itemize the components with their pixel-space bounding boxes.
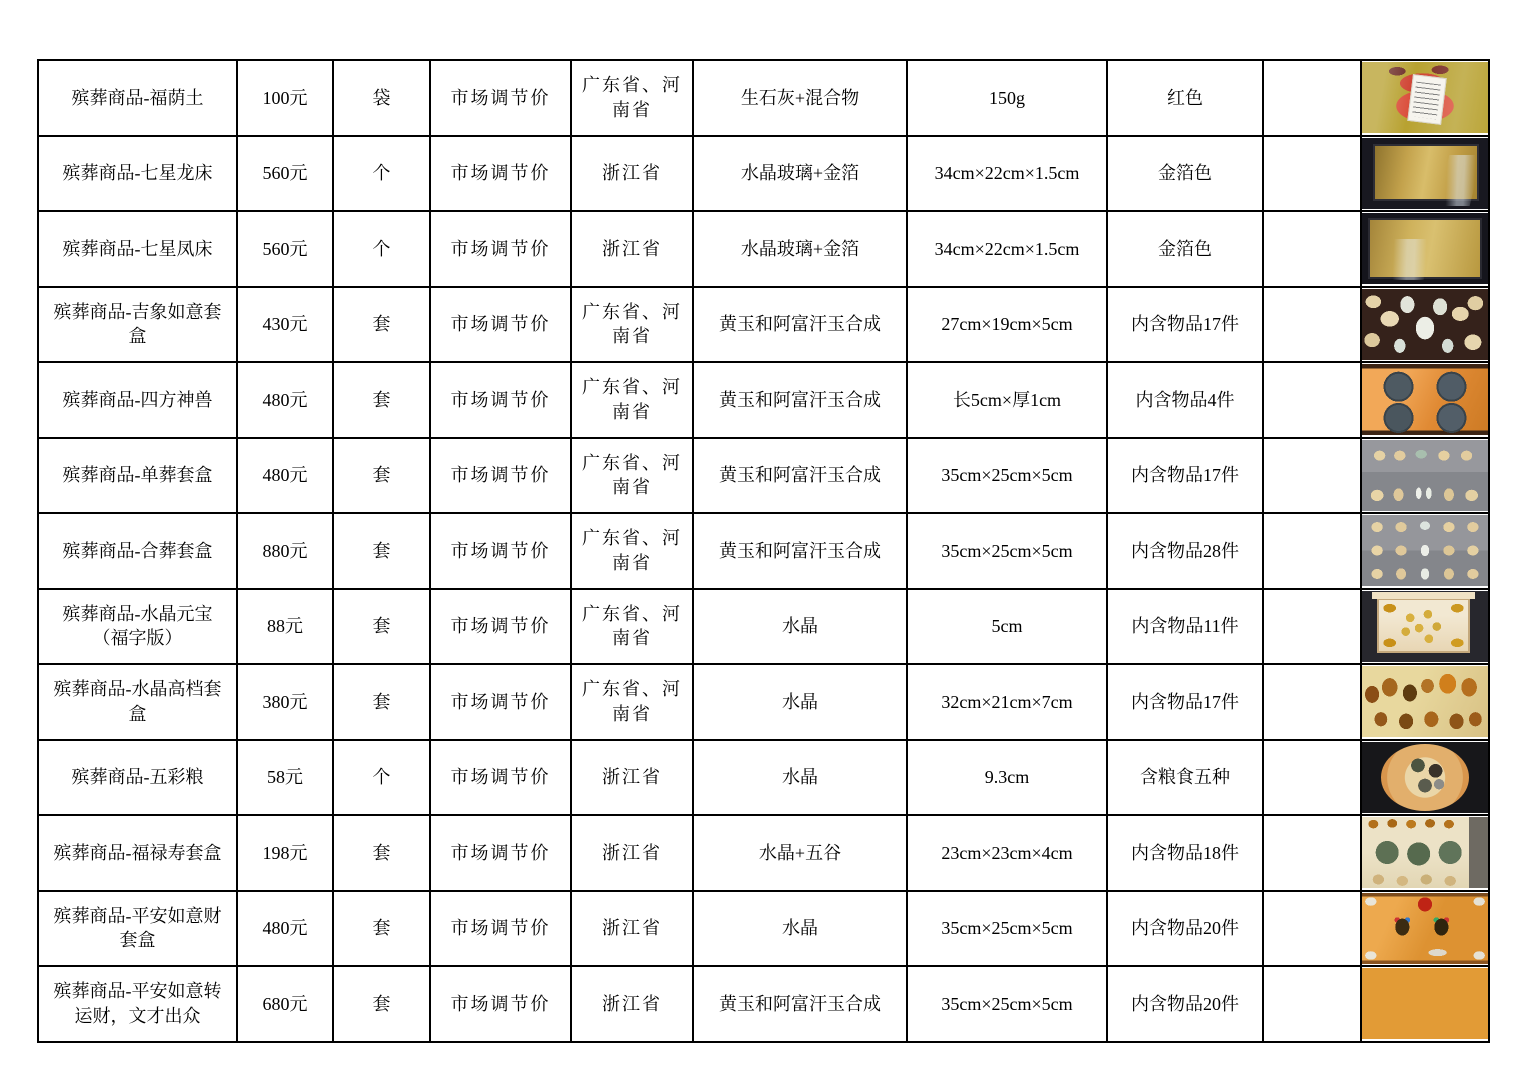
product-pricing-cell: 市场调节价 bbox=[430, 362, 571, 438]
product-pricing-cell: 市场调节价 bbox=[430, 438, 571, 514]
product-price-cell: 88元 bbox=[237, 589, 333, 665]
product-photo-cell bbox=[1361, 966, 1489, 1042]
product-note-cell bbox=[1263, 815, 1361, 891]
table-row bbox=[38, 362, 1489, 438]
product-size-cell: 35cm×25cm×5cm bbox=[907, 966, 1107, 1042]
product-note-cell bbox=[1263, 362, 1361, 438]
product-region-cell: 广东省、河南省 bbox=[571, 438, 693, 514]
product-material-cell: 水晶+五谷 bbox=[693, 815, 907, 891]
product-price-cell: 480元 bbox=[237, 362, 333, 438]
product-price-cell: 58元 bbox=[237, 740, 333, 816]
product-note-cell bbox=[1263, 287, 1361, 363]
product-size-cell: 35cm×25cm×5cm bbox=[907, 438, 1107, 514]
product-unit-cell: 套 bbox=[333, 287, 430, 363]
product-name-cell: 殡葬商品-七星龙床 bbox=[38, 136, 237, 212]
product-name-cell: 殡葬商品-吉象如意套盒 bbox=[38, 287, 237, 363]
product-photo-orange-red-seal bbox=[1362, 893, 1488, 964]
product-unit-cell: 个 bbox=[333, 211, 430, 287]
product-photo-red-pouch bbox=[1362, 62, 1488, 133]
product-feature-cell: 内含物品17件 bbox=[1107, 664, 1263, 740]
product-pricing-cell: 市场调节价 bbox=[430, 966, 571, 1042]
product-material-cell: 水晶 bbox=[693, 740, 907, 816]
product-pricing-cell: 市场调节价 bbox=[430, 589, 571, 665]
product-photo-cell bbox=[1361, 438, 1489, 514]
product-unit-cell: 套 bbox=[333, 664, 430, 740]
product-unit-cell: 袋 bbox=[333, 60, 430, 136]
product-unit-cell: 套 bbox=[333, 362, 430, 438]
product-material-cell: 水晶玻璃+金箔 bbox=[693, 136, 907, 212]
product-name-cell: 殡葬商品-平安如意财套盒 bbox=[38, 891, 237, 967]
product-note-cell bbox=[1263, 513, 1361, 589]
product-size-cell: 9.3cm bbox=[907, 740, 1107, 816]
product-photo-cell bbox=[1361, 60, 1489, 136]
product-region-cell: 浙江省 bbox=[571, 136, 693, 212]
product-pricing-cell: 市场调节价 bbox=[430, 211, 571, 287]
product-pricing-cell: 市场调节价 bbox=[430, 513, 571, 589]
product-feature-cell: 内含物品17件 bbox=[1107, 287, 1263, 363]
product-name-cell: 殡葬商品-水晶高档套盒 bbox=[38, 664, 237, 740]
product-name-cell: 殡葬商品-福荫土 bbox=[38, 60, 237, 136]
product-note-cell bbox=[1263, 664, 1361, 740]
product-material-cell: 黄玉和阿富汗玉合成 bbox=[693, 287, 907, 363]
product-size-cell: 27cm×19cm×5cm bbox=[907, 287, 1107, 363]
product-feature-cell: 内含物品4件 bbox=[1107, 362, 1263, 438]
product-material-cell: 黄玉和阿富汗玉合成 bbox=[693, 513, 907, 589]
product-photo-cell bbox=[1361, 740, 1489, 816]
product-name-cell: 殡葬商品-五彩粮 bbox=[38, 740, 237, 816]
product-material-cell: 水晶 bbox=[693, 589, 907, 665]
product-size-cell: 150g bbox=[907, 60, 1107, 136]
product-feature-cell: 内含物品17件 bbox=[1107, 438, 1263, 514]
product-feature-cell: 内含物品20件 bbox=[1107, 966, 1263, 1042]
product-region-cell: 浙江省 bbox=[571, 966, 693, 1042]
product-note-cell bbox=[1263, 438, 1361, 514]
product-price-cell: 380元 bbox=[237, 664, 333, 740]
table-row bbox=[38, 966, 1489, 1042]
product-price-cell: 560元 bbox=[237, 136, 333, 212]
product-name-cell: 殡葬商品-水晶元宝（福字版） bbox=[38, 589, 237, 665]
product-unit-cell: 套 bbox=[333, 891, 430, 967]
product-size-cell: 23cm×23cm×4cm bbox=[907, 815, 1107, 891]
product-photo-cell bbox=[1361, 211, 1489, 287]
product-size-cell: 长5cm×厚1cm bbox=[907, 362, 1107, 438]
product-region-cell: 广东省、河南省 bbox=[571, 287, 693, 363]
product-photo-cell bbox=[1361, 287, 1489, 363]
product-photo-cell bbox=[1361, 513, 1489, 589]
table-row bbox=[38, 664, 1489, 740]
product-feature-cell: 红色 bbox=[1107, 60, 1263, 136]
product-note-cell bbox=[1263, 60, 1361, 136]
product-photo-gold-dragon bbox=[1362, 138, 1488, 209]
product-note-cell bbox=[1263, 891, 1361, 967]
product-photo-orange-vases bbox=[1362, 968, 1488, 1039]
product-unit-cell: 套 bbox=[333, 966, 430, 1042]
product-name-cell: 殡葬商品-单葬套盒 bbox=[38, 438, 237, 514]
product-unit-cell: 个 bbox=[333, 136, 430, 212]
product-size-cell: 32cm×21cm×7cm bbox=[907, 664, 1107, 740]
table-row bbox=[38, 815, 1489, 891]
product-name-cell: 殡葬商品-平安如意转运财，文才出众 bbox=[38, 966, 237, 1042]
product-pricing-cell: 市场调节价 bbox=[430, 664, 571, 740]
product-region-cell: 广东省、河南省 bbox=[571, 362, 693, 438]
table-row bbox=[38, 513, 1489, 589]
product-pricing-cell: 市场调节价 bbox=[430, 740, 571, 816]
product-material-cell: 黄玉和阿富汗玉合成 bbox=[693, 966, 907, 1042]
product-photo-gold-phoenix bbox=[1362, 213, 1488, 284]
funeral-products-price-table bbox=[37, 59, 1490, 1043]
product-price-cell: 100元 bbox=[237, 60, 333, 136]
table-row bbox=[38, 589, 1489, 665]
product-photo-dark-box-jade bbox=[1362, 289, 1488, 360]
product-photo-gray-tray-17 bbox=[1362, 440, 1488, 511]
product-size-cell: 5cm bbox=[907, 589, 1107, 665]
product-material-cell: 黄玉和阿富汗玉合成 bbox=[693, 438, 907, 514]
product-material-cell: 黄玉和阿富汗玉合成 bbox=[693, 362, 907, 438]
table-row bbox=[38, 136, 1489, 212]
product-note-cell bbox=[1263, 136, 1361, 212]
product-unit-cell: 套 bbox=[333, 513, 430, 589]
table-row bbox=[38, 60, 1489, 136]
product-name-cell: 殡葬商品-合葬套盒 bbox=[38, 513, 237, 589]
product-photo-cell bbox=[1361, 362, 1489, 438]
product-photo-cell bbox=[1361, 664, 1489, 740]
product-note-cell bbox=[1263, 966, 1361, 1042]
product-pricing-cell: 市场调节价 bbox=[430, 891, 571, 967]
product-region-cell: 广东省、河南省 bbox=[571, 60, 693, 136]
product-feature-cell: 内含物品11件 bbox=[1107, 589, 1263, 665]
product-price-cell: 480元 bbox=[237, 438, 333, 514]
product-material-cell: 生石灰+混合物 bbox=[693, 60, 907, 136]
product-feature-cell: 金箔色 bbox=[1107, 136, 1263, 212]
product-photo-foam-tray bbox=[1362, 817, 1488, 888]
product-size-cell: 34cm×22cm×1.5cm bbox=[907, 211, 1107, 287]
product-note-cell bbox=[1263, 740, 1361, 816]
product-size-cell: 35cm×25cm×5cm bbox=[907, 891, 1107, 967]
product-unit-cell: 套 bbox=[333, 438, 430, 514]
product-feature-cell: 含粮食五种 bbox=[1107, 740, 1263, 816]
product-size-cell: 34cm×22cm×1.5cm bbox=[907, 136, 1107, 212]
table-row bbox=[38, 438, 1489, 514]
product-size-cell: 35cm×25cm×5cm bbox=[907, 513, 1107, 589]
product-price-cell: 560元 bbox=[237, 211, 333, 287]
product-photo-cell bbox=[1361, 815, 1489, 891]
product-table-body bbox=[38, 60, 1489, 1042]
product-material-cell: 水晶 bbox=[693, 664, 907, 740]
product-region-cell: 浙江省 bbox=[571, 815, 693, 891]
product-photo-cell bbox=[1361, 891, 1489, 967]
product-photo-amber-silk bbox=[1362, 666, 1488, 737]
product-note-cell bbox=[1263, 589, 1361, 665]
product-material-cell: 水晶 bbox=[693, 891, 907, 967]
table-row bbox=[38, 287, 1489, 363]
product-region-cell: 广东省、河南省 bbox=[571, 589, 693, 665]
product-price-cell: 480元 bbox=[237, 891, 333, 967]
product-name-cell: 殡葬商品-七星凤床 bbox=[38, 211, 237, 287]
product-price-cell: 430元 bbox=[237, 287, 333, 363]
table-row bbox=[38, 891, 1489, 967]
product-photo-gray-tray-28 bbox=[1362, 515, 1488, 586]
product-region-cell: 广东省、河南省 bbox=[571, 664, 693, 740]
product-photo-grain-plate bbox=[1362, 742, 1488, 813]
product-region-cell: 浙江省 bbox=[571, 891, 693, 967]
product-material-cell: 水晶玻璃+金箔 bbox=[693, 211, 907, 287]
product-name-cell: 殡葬商品-四方神兽 bbox=[38, 362, 237, 438]
product-feature-cell: 内含物品28件 bbox=[1107, 513, 1263, 589]
table-row bbox=[38, 211, 1489, 287]
product-photo-orange-four-discs bbox=[1362, 364, 1488, 435]
product-feature-cell: 内含物品18件 bbox=[1107, 815, 1263, 891]
product-pricing-cell: 市场调节价 bbox=[430, 136, 571, 212]
product-price-cell: 880元 bbox=[237, 513, 333, 589]
product-feature-cell: 内含物品20件 bbox=[1107, 891, 1263, 967]
product-price-cell: 198元 bbox=[237, 815, 333, 891]
product-price-cell: 680元 bbox=[237, 966, 333, 1042]
product-pricing-cell: 市场调节价 bbox=[430, 815, 571, 891]
product-photo-box-gold-ingots bbox=[1362, 591, 1488, 662]
product-region-cell: 广东省、河南省 bbox=[571, 513, 693, 589]
product-unit-cell: 套 bbox=[333, 589, 430, 665]
product-region-cell: 浙江省 bbox=[571, 211, 693, 287]
product-pricing-cell: 市场调节价 bbox=[430, 60, 571, 136]
product-feature-cell: 金箔色 bbox=[1107, 211, 1263, 287]
product-unit-cell: 个 bbox=[333, 740, 430, 816]
table-row bbox=[38, 740, 1489, 816]
product-photo-cell bbox=[1361, 589, 1489, 665]
product-name-cell: 殡葬商品-福禄寿套盒 bbox=[38, 815, 237, 891]
product-unit-cell: 套 bbox=[333, 815, 430, 891]
product-pricing-cell: 市场调节价 bbox=[430, 287, 571, 363]
product-note-cell bbox=[1263, 211, 1361, 287]
product-photo-cell bbox=[1361, 136, 1489, 212]
product-region-cell: 浙江省 bbox=[571, 740, 693, 816]
